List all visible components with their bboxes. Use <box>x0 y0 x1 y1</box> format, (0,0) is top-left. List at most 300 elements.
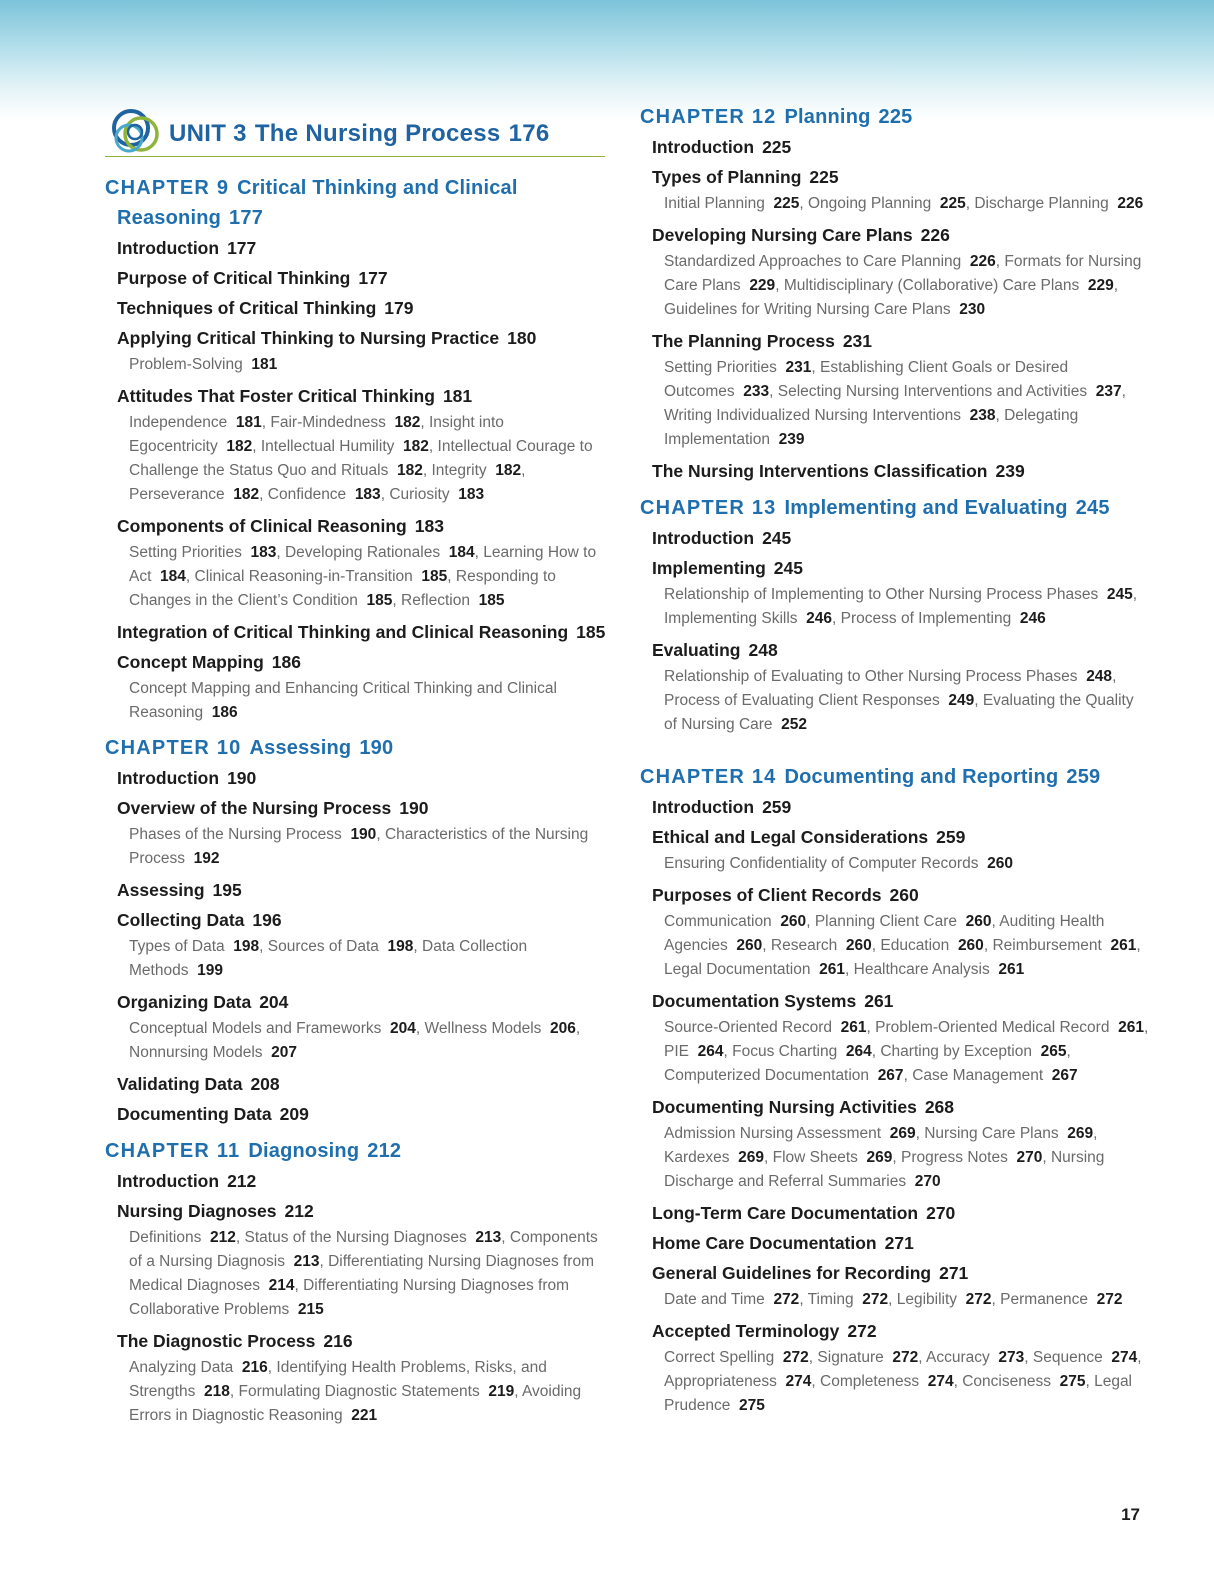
toc-section-documenting-data[interactable] <box>117 1099 615 1129</box>
subtopic-title[interactable]: Ongoing Planning <box>807 195 932 212</box>
subtopic-title[interactable]: Process of Implementing <box>840 610 1012 627</box>
subtopic-page: 260 <box>987 855 1013 872</box>
subtopic-page: 252 <box>781 716 808 733</box>
subtopic-page: 226 <box>1117 195 1144 212</box>
subtopic-page: 229 <box>1087 277 1114 294</box>
section-page: 248 <box>748 640 778 660</box>
subtopic-title[interactable]: Definitions <box>129 1229 202 1246</box>
section-page: 239 <box>995 461 1025 481</box>
subtopic-title[interactable]: Process of Evaluating Client Responses <box>664 692 940 709</box>
chapter-label: CHAPTER 12 <box>640 106 777 128</box>
chapter-heading[interactable] <box>640 493 1150 523</box>
chapter-14 <box>640 762 1150 1422</box>
subtopic-page: 272 <box>1096 1291 1123 1308</box>
section-title: Techniques of Critical Thinking <box>117 298 377 318</box>
subtopic-page: 261 <box>1110 937 1137 954</box>
subtopic-page: 269 <box>1067 1125 1094 1142</box>
subtopic-page: 230 <box>959 301 986 318</box>
subtopic-title[interactable]: Education <box>880 937 950 954</box>
chapter-page: 212 <box>367 1140 402 1162</box>
subtopic-title[interactable]: Problem-Oriented Medical Record <box>875 1019 1110 1036</box>
subtopic-page: 183 <box>354 486 381 503</box>
toc-subtopics: Analyzing Data 216, Identifying Health Problems, Risks, and Strengths 218, Formulating Diagnostic Statements 219, Avoiding Errors in Diagnostic Reasoning 221 <box>129 1359 582 1424</box>
subtopic-page: 213 <box>293 1253 320 1270</box>
subtopic-page: 249 <box>948 692 975 709</box>
subtopic-page: 183 <box>250 544 277 561</box>
subtopic-title[interactable]: Differentiating Nursing Diagnoses from Collaborative Problems <box>129 1277 570 1318</box>
section-page: 208 <box>250 1074 280 1094</box>
section-title: Attitudes That Foster Critical Thinking <box>117 386 435 406</box>
subtopic-page: 239 <box>778 431 805 448</box>
subtopic-title[interactable]: Multidisciplinary (Collaborative) Care Plans <box>783 277 1080 294</box>
toc-subtopics: Independence 181, Fair-Mindedness 182, Insight into Egocentricity 182, Intellectual Humility 182, Intellectual Courage to Challenge the Status Quo and Rituals 182, Integrity 182, Perseverance 182, Confidence 183, Curiosity 183 <box>129 414 593 503</box>
subtopic-title[interactable]: Phases of the Nursing Process <box>129 826 342 843</box>
subtopic-page: 213 <box>475 1229 502 1246</box>
chapter-title-continued <box>105 203 615 233</box>
toc-section-introduction[interactable] <box>652 132 1150 162</box>
section-page: 177 <box>227 238 257 258</box>
toc-section-long-term-care-documentation[interactable] <box>652 1198 1150 1228</box>
toc-section-introduction[interactable] <box>117 763 615 793</box>
subtopic-page: 275 <box>738 1397 765 1414</box>
section-title: Evaluating <box>652 640 741 660</box>
subtopic-title[interactable]: Analyzing Data <box>129 1359 234 1376</box>
toc-section-accepted-terminology[interactable] <box>652 1316 1150 1346</box>
toc-section-introduction[interactable] <box>117 1166 615 1196</box>
subtopic-page: 182 <box>403 438 429 455</box>
subtopic-title[interactable]: Computerized Documentation <box>664 1067 870 1084</box>
toc-section-the-planning-process[interactable] <box>652 326 1150 356</box>
section-title: Organizing Data <box>117 992 252 1012</box>
section-page: 231 <box>842 331 873 351</box>
section-page: 271 <box>939 1263 969 1283</box>
section-title: Developing Nursing Care Plans <box>652 225 913 245</box>
section-title: Implementing <box>652 558 766 578</box>
subtopic-page: 260 <box>780 913 807 930</box>
toc-subtopics: Relationship of Evaluating to Other Nursing Process Phases 248, Process of Evaluating Client Responses 249, Evaluating the Quality of Nursing Care 252 <box>664 668 1134 733</box>
subtopic-page: 261 <box>819 961 845 978</box>
chapter-label: CHAPTER 13 <box>640 497 777 519</box>
subtopic-title[interactable]: Permanence <box>1000 1291 1089 1308</box>
subtopic-title[interactable]: Timing <box>807 1291 854 1308</box>
subtopic-page: 274 <box>927 1373 954 1390</box>
subtopic-title[interactable]: Developing Rationales <box>284 544 441 561</box>
section-page: 190 <box>227 768 257 788</box>
section-page: 190 <box>399 798 429 818</box>
chapter-heading[interactable] <box>105 733 615 763</box>
toc-section-documenting-nursing-activities[interactable] <box>652 1092 1150 1122</box>
subtopic-title[interactable]: Planning Client Care <box>814 913 957 930</box>
chapter-page: 259 <box>1066 766 1101 788</box>
subtopic-page: 184 <box>448 544 475 561</box>
subtopic-page: 199 <box>197 962 223 979</box>
chapter-13 <box>640 493 1150 741</box>
toc-section-introduction[interactable] <box>652 792 1150 822</box>
section-page: 260 <box>889 885 919 905</box>
section-title: Introduction <box>652 137 755 157</box>
toc-section-applying-critical-thinking-to-nursing-practice[interactable] <box>117 323 615 353</box>
chapter-title: Critical Thinking and Clinical <box>237 177 518 199</box>
chapter-title-cont-text: Reasoning <box>117 207 222 229</box>
subtopic-title[interactable]: Relationship of Implementing to Other Nursing Process Phases <box>664 586 1099 603</box>
section-page: 259 <box>762 797 792 817</box>
chapter-title: Diagnosing <box>248 1140 360 1162</box>
subtopic-page: 248 <box>1086 668 1113 685</box>
subtopic-title[interactable]: Discharge Planning <box>974 195 1109 212</box>
section-page: 270 <box>926 1203 956 1223</box>
unit-page: 176 <box>508 120 550 147</box>
subtopic-title[interactable]: Relationship of Evaluating to Other Nursing Process Phases <box>664 668 1078 685</box>
subtopic-title[interactable]: Guidelines for Writing Nursing Care Plans <box>664 301 951 318</box>
subtopic-title[interactable]: PIE <box>664 1043 689 1060</box>
section-title: Long-Term Care Documentation <box>652 1203 919 1223</box>
subtopic-title[interactable]: Responding to Changes in the Client’s Condition <box>129 568 556 609</box>
subtopic-title[interactable]: Integrity <box>431 462 487 479</box>
section-page: 181 <box>442 386 473 406</box>
subtopic-title[interactable]: Identifying Health Problems, Risks, and Strengths <box>129 1359 547 1400</box>
subtopic-page: 221 <box>351 1407 378 1424</box>
subtopic-page: 269 <box>866 1149 893 1166</box>
subtopic-page: 260 <box>845 937 872 954</box>
section-title: General Guidelines for Recording <box>652 1263 932 1283</box>
subtopic-page: 273 <box>998 1349 1025 1366</box>
subtopic-title[interactable]: Types of Data <box>129 938 225 955</box>
toc-section-developing-nursing-care-plans[interactable] <box>652 220 1150 250</box>
toc-section-the-nursing-interventions-classification[interactable] <box>652 456 1150 486</box>
subtopic-title[interactable]: Differentiating Nursing Diagnoses from Medical Diagnoses <box>129 1253 594 1294</box>
subtopic-title[interactable]: Ensuring Confidentiality of Computer Records <box>664 855 979 872</box>
subtopic-title[interactable]: Components of a Nursing Diagnosis <box>129 1229 598 1270</box>
chapter-heading[interactable] <box>105 1136 615 1166</box>
section-title: Applying Critical Thinking to Nursing Practice <box>117 328 500 348</box>
toc-section-nursing-diagnoses[interactable] <box>117 1196 615 1226</box>
subtopic-title[interactable]: Setting Priorities <box>129 544 242 561</box>
subtopic-page: 261 <box>998 961 1025 978</box>
toc-section-attitudes-that-foster-critical-thinking[interactable] <box>117 381 615 411</box>
chapter-page: 190 <box>359 737 394 759</box>
section-page: 226 <box>920 225 950 245</box>
subtopic-page: 229 <box>749 277 776 294</box>
subtopic-title[interactable]: Data Collection Methods <box>129 938 528 979</box>
section-title: The Nursing Interventions Classification <box>652 461 988 481</box>
subtopic-page: 190 <box>350 826 377 843</box>
subtopic-title[interactable]: Delegating Implementation <box>664 407 1079 448</box>
toc-section-integration-of-critical-thinking-and-clinical-reasoning[interactable] <box>117 617 615 647</box>
section-page: 195 <box>212 880 242 900</box>
subtopic-title[interactable]: Focus Charting <box>732 1043 838 1060</box>
subtopic-page: 183 <box>458 486 485 503</box>
toc-section-concept-mapping[interactable] <box>117 647 615 677</box>
toc-subtopics <box>129 677 615 725</box>
section-page: 209 <box>279 1104 309 1124</box>
section-title: Introduction <box>652 528 755 548</box>
subtopic-title[interactable]: Signature <box>817 1349 884 1366</box>
subtopic-page: 182 <box>495 462 522 479</box>
subtopic-title[interactable]: Writing Individualized Nursing Interventions <box>664 407 961 424</box>
subtopic-title[interactable]: Auditing Health Agencies <box>664 913 1105 954</box>
subtopic-title[interactable]: Appropriateness <box>664 1373 777 1390</box>
toc-subtopics: Initial Planning 225, Ongoing Planning 225, Discharge Planning 226 <box>664 195 1144 212</box>
unit-name: The Nursing Process <box>254 120 501 147</box>
subtopic-page: 272 <box>892 1349 919 1366</box>
section-title: Purposes of Client Records <box>652 885 882 905</box>
section-title: Documenting Nursing Activities <box>652 1097 917 1117</box>
section-title: Nursing Diagnoses <box>117 1201 277 1221</box>
subtopic-page: 260 <box>957 937 984 954</box>
toc-subtopics: Types of Data 198, Sources of Data 198, Data Collection Methods 199 <box>129 938 528 979</box>
section-title: Collecting Data <box>117 910 245 930</box>
subtopic-page: 272 <box>773 1291 800 1308</box>
toc-section-validating-data[interactable] <box>117 1069 615 1099</box>
chapter-page: 225 <box>878 106 913 128</box>
toc-section-evaluating[interactable] <box>652 635 1150 665</box>
subtopic-title[interactable]: Selecting Nursing Interventions and Activities <box>777 383 1088 400</box>
subtopic-page: 261 <box>840 1019 867 1036</box>
toc-subtopics: Phases of the Nursing Process 190, Characteristics of the Nursing Process 192 <box>129 826 589 867</box>
subtopic-page: 198 <box>233 938 260 955</box>
subtopic-title[interactable]: Nursing Discharge and Referral Summaries <box>664 1149 1105 1190</box>
toc-section-general-guidelines-for-recording[interactable] <box>652 1258 1150 1288</box>
subtopic-title[interactable]: Characteristics of the Nursing Process <box>129 826 589 867</box>
subtopic-title[interactable]: Wellness Models <box>424 1020 542 1037</box>
section-page: 180 <box>507 328 537 348</box>
subtopic-title[interactable]: Research <box>770 937 838 954</box>
subtopic-page: 261 <box>1118 1019 1144 1036</box>
subtopic-page: 269 <box>738 1149 764 1166</box>
subtopic-title[interactable]: Case Management <box>912 1067 1044 1084</box>
section-page: 186 <box>271 652 301 672</box>
subtopic-page: 246 <box>806 610 833 627</box>
page-number: 17 <box>1121 1505 1140 1524</box>
subtopic-title[interactable]: Formats for Nursing Care Plans <box>664 253 1142 294</box>
section-page: 225 <box>762 137 792 157</box>
subtopic-title[interactable]: Intellectual Humility <box>260 438 395 455</box>
subtopic-title[interactable]: Accuracy <box>926 1349 990 1366</box>
subtopic-page: 216 <box>241 1359 268 1376</box>
subtopic-page: 212 <box>210 1229 236 1246</box>
subtopic-title[interactable]: Sequence <box>1032 1349 1103 1366</box>
subtopic-page: 185 <box>421 568 448 585</box>
subtopic-title[interactable]: Intellectual Courage to Challenge the Status Quo and Rituals <box>129 438 593 479</box>
subtopic-title[interactable]: Initial Planning <box>664 195 765 212</box>
subtopic-title[interactable]: Charting by Exception <box>880 1043 1032 1060</box>
subtopic-title[interactable]: Legibility <box>896 1291 958 1308</box>
subtopic-title[interactable]: Admission Nursing Assessment <box>664 1125 882 1142</box>
subtopic-page: 267 <box>1051 1067 1078 1084</box>
toc-section-techniques-of-critical-thinking[interactable] <box>117 293 615 323</box>
subtopic-page: 204 <box>390 1020 416 1037</box>
subtopic-title[interactable]: Legal Documentation <box>664 961 811 978</box>
subtopic-title[interactable]: Flow Sheets <box>772 1149 858 1166</box>
subtopic-page: 231 <box>785 359 812 376</box>
subtopic-title[interactable]: Avoiding Errors in Diagnostic Reasoning <box>129 1383 582 1424</box>
subtopic-title[interactable]: Perseverance <box>129 486 225 503</box>
subtopic-page: 274 <box>785 1373 812 1390</box>
unit-title <box>169 120 550 148</box>
toc-section-assessing[interactable] <box>117 875 615 905</box>
section-page: 177 <box>358 268 388 288</box>
toc-subtopics: Setting Priorities 183, Developing Rationales 184, Learning How to Act 184, Clinical Reasoning-in-Transition 185, Responding to Changes in the Client’s Condition 185, Reflection 185 <box>129 544 597 609</box>
toc-subtopics <box>664 852 1150 876</box>
subtopic-page: 198 <box>387 938 414 955</box>
subtopic-page: 275 <box>1059 1373 1086 1390</box>
subtopic-page: 215 <box>297 1301 324 1318</box>
section-page: 259 <box>936 827 966 847</box>
subtopic-page: 225 <box>773 195 800 212</box>
subtopic-page: 233 <box>743 383 770 400</box>
subtopic-page: 264 <box>697 1043 724 1060</box>
subtopic-page: 267 <box>877 1067 904 1084</box>
subtopic-title[interactable]: Conceptual Models and Frameworks <box>129 1020 382 1037</box>
subtopic-title[interactable]: Reflection <box>401 592 470 609</box>
subtopic-title[interactable]: Fair-Mindedness <box>270 414 386 431</box>
subtopic-page: 264 <box>845 1043 872 1060</box>
chapter-title: Implementing and Evaluating <box>784 497 1068 519</box>
toc-section-overview-of-the-nursing-process[interactable] <box>117 793 615 823</box>
subtopic-title[interactable]: Nonnursing Models <box>129 1044 263 1061</box>
chapter-9 <box>105 173 615 729</box>
section-title: Introduction <box>652 797 755 817</box>
chapter-label: CHAPTER 11 <box>105 1140 241 1162</box>
section-title: Documenting Data <box>117 1104 272 1124</box>
section-title: Validating Data <box>117 1074 243 1094</box>
subtopic-title[interactable]: Learning How to Act <box>129 544 597 585</box>
chapter-label: CHAPTER 14 <box>640 766 777 788</box>
toc-subtopics: Date and Time 272, Timing 272, Legibility 272, Permanence 272 <box>664 1291 1123 1308</box>
subtopic-title[interactable]: Completeness <box>820 1373 920 1390</box>
section-page: 212 <box>227 1171 257 1191</box>
toc-section-collecting-data[interactable] <box>117 905 615 935</box>
toc-section-purposes-of-client-records[interactable] <box>652 880 1150 910</box>
toc-subtopics: Source-Oriented Record 261, Problem-Oriented Medical Record 261, PIE 264, Focus Charting 264, Charting by Exception 265, Computerized Documentation 267, Case Management 267 <box>664 1019 1149 1084</box>
subtopic-title[interactable]: Conciseness <box>962 1373 1051 1390</box>
section-title: Accepted Terminology <box>652 1321 840 1341</box>
section-page: 216 <box>323 1331 353 1351</box>
section-page: 204 <box>259 992 289 1012</box>
section-page: 272 <box>847 1321 877 1341</box>
toc-subtopics: Standardized Approaches to Care Planning 226, Formats for Nursing Care Plans 229, Multidisciplinary (Collaborative) Care Plans 229, Guidelines for Writing Nursing Care Plans 230 <box>664 253 1142 318</box>
subtopic-title[interactable]: Formulating Diagnostic Statements <box>238 1383 480 1400</box>
subtopic-page: 245 <box>1106 586 1133 603</box>
subtopic-title[interactable]: Status of the Nursing Diagnoses <box>244 1229 467 1246</box>
toc-subtopics: Conceptual Models and Frameworks 204, Wellness Models 206, Nonnursing Models 207 <box>129 1020 581 1061</box>
toc-section-ethical-and-legal-considerations[interactable] <box>652 822 1150 852</box>
section-page: 245 <box>762 528 792 548</box>
subtopic-page: 265 <box>1040 1043 1067 1060</box>
section-page: 185 <box>576 622 606 642</box>
section-title: Introduction <box>117 1171 220 1191</box>
subtopic-page: 269 <box>889 1125 916 1142</box>
section-title: Documentation Systems <box>652 991 857 1011</box>
subtopic-title[interactable]: Standardized Approaches to Care Planning <box>664 253 962 270</box>
subtopic-title[interactable]: Insight into Egocentricity <box>129 414 504 455</box>
subtopic-title[interactable]: Curiosity <box>389 486 450 503</box>
subtopic-title[interactable]: Evaluating the Quality of Nursing Care <box>664 692 1134 733</box>
section-title: The Planning Process <box>652 331 835 351</box>
chapter-heading[interactable] <box>640 762 1150 792</box>
subtopic-title[interactable]: Healthcare Analysis <box>853 961 990 978</box>
subtopic-page: 237 <box>1095 383 1122 400</box>
section-title: Home Care Documentation <box>652 1233 877 1253</box>
subtopic-page: 184 <box>160 568 186 585</box>
subtopic-title[interactable]: Date and Time <box>664 1291 765 1308</box>
subtopic-page: 214 <box>268 1277 295 1294</box>
toc-section-components-of-clinical-reasoning[interactable] <box>117 511 615 541</box>
subtopic-page: 274 <box>1111 1349 1138 1366</box>
subtopic-title[interactable]: Implementing Skills <box>664 610 798 627</box>
toc-section-purpose-of-critical-thinking[interactable] <box>117 263 615 293</box>
section-page: 271 <box>884 1233 914 1253</box>
subtopic-title[interactable]: Legal Prudence <box>664 1373 1133 1414</box>
subtopic-title[interactable]: Confidence <box>267 486 347 503</box>
subtopic-title[interactable]: Clinical Reasoning-in-Transition <box>194 568 413 585</box>
subtopic-page: 272 <box>965 1291 992 1308</box>
subtopic-title[interactable]: Communication <box>664 913 772 930</box>
toc-subtopics: Correct Spelling 272, Signature 272, Accuracy 273, Sequence 274, Appropriateness 274, Completeness 274, Conciseness 275, Legal Prudence 275 <box>664 1349 1142 1414</box>
toc-section-the-diagnostic-process[interactable] <box>117 1326 615 1356</box>
section-page: 179 <box>384 298 414 318</box>
subtopic-page: 192 <box>193 850 220 867</box>
subtopic-title[interactable]: Independence <box>129 414 228 431</box>
section-title: Integration of Critical Thinking and Clinical Reasoning <box>117 622 569 642</box>
toc-subtopics: Definitions 212, Status of the Nursing Diagnoses 213, Components of a Nursing Diagnosis 213, Differentiating Nursing Diagnoses from Medical Diagnoses 214, Differentiating Nursing Diagnoses from Collaborative Problems 215 <box>129 1229 598 1318</box>
toc-section-introduction[interactable] <box>117 233 615 263</box>
toc-section-documentation-systems[interactable] <box>652 986 1150 1016</box>
subtopic-title[interactable]: Sources of Data <box>267 938 379 955</box>
subtopic-title[interactable]: Reimbursement <box>992 937 1102 954</box>
toc-section-introduction[interactable] <box>652 523 1150 553</box>
chapter-title: Planning <box>784 106 871 128</box>
chapter-heading[interactable] <box>105 173 615 233</box>
section-title: Components of Clinical Reasoning <box>117 516 407 536</box>
subtopic-page: 181 <box>235 414 262 431</box>
subtopic-page: 272 <box>782 1349 809 1366</box>
section-title: Overview of the Nursing Process <box>117 798 392 818</box>
unit-label: UNIT 3 <box>169 120 247 147</box>
toc-section-organizing-data[interactable] <box>117 987 615 1017</box>
unit-header <box>105 100 605 157</box>
toc-section-implementing[interactable] <box>652 553 1150 583</box>
chapter-heading[interactable] <box>640 102 1150 132</box>
subtopic-page: 260 <box>736 937 763 954</box>
subtopic-title[interactable]: Progress Notes <box>901 1149 1008 1166</box>
subtopic-title[interactable]: Nursing Care Plans <box>924 1125 1059 1142</box>
chapter-page: 245 <box>1075 497 1110 519</box>
section-page: 183 <box>414 516 444 536</box>
section-page: 268 <box>924 1097 955 1117</box>
toc-section-types-of-planning[interactable] <box>652 162 1150 192</box>
subtopic-page: 186 <box>211 704 238 721</box>
subtopic-page: 182 <box>397 462 423 479</box>
subtopic-title[interactable]: Problem-Solving <box>129 356 243 373</box>
subtopic-page: 226 <box>969 253 996 270</box>
section-title: The Diagnostic Process <box>117 1331 316 1351</box>
subtopic-title[interactable]: Concept Mapping and Enhancing Critical Thinking and Clinical Reasoning <box>129 680 557 721</box>
subtopic-page: 246 <box>1019 610 1046 627</box>
toc-subtopics: Relationship of Implementing to Other Nursing Process Phases 245, Implementing Skills 246, Process of Implementing 246 <box>664 586 1138 627</box>
subtopic-title[interactable]: Correct Spelling <box>664 1349 775 1366</box>
subtopic-title[interactable]: Setting Priorities <box>664 359 777 376</box>
toc-subtopics: Setting Priorities 231, Establishing Client Goals or Desired Outcomes 233, Selecting Nursing Interventions and Activities 237, Writing Individualized Nursing Interventions 238, Delegating Implementation 239 <box>664 359 1126 448</box>
chapter-10 <box>105 733 615 1129</box>
subtopic-title[interactable]: Kardexes <box>664 1149 730 1166</box>
subtopic-title[interactable]: Source-Oriented Record <box>664 1019 832 1036</box>
chapter-12 <box>640 102 1150 486</box>
subtopic-title[interactable]: Establishing Client Goals or Desired Outcomes <box>664 359 1069 400</box>
chapter-11 <box>105 1136 615 1432</box>
chapter-page: 177 <box>229 207 264 229</box>
toc-section-home-care-documentation[interactable] <box>652 1228 1150 1258</box>
